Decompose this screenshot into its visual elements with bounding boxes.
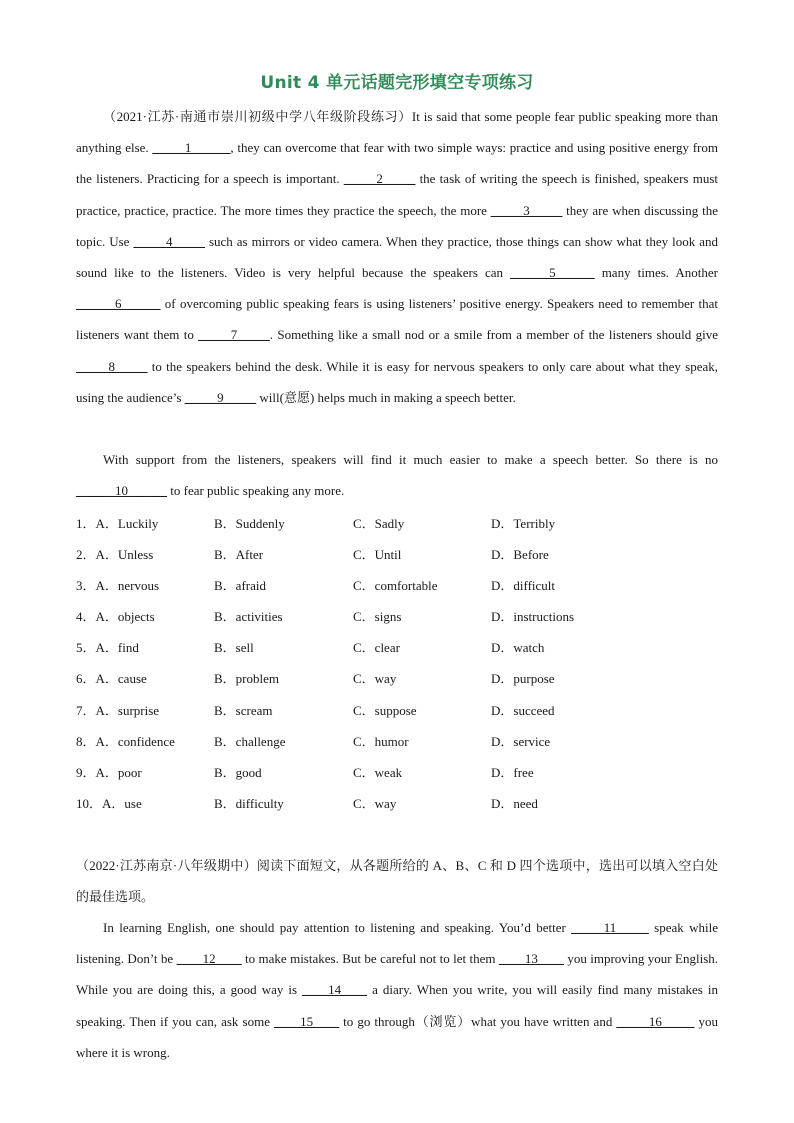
passage1-text: , they can overcome that fear with two simple ways: practice and using positive energy from the listeners. Practicing for a speech is important. bbox=[76, 140, 718, 187]
option-b: B．sell bbox=[214, 640, 254, 656]
question-number: 7． bbox=[76, 702, 96, 718]
option-a: A．nervous bbox=[95, 578, 160, 594]
option-c: C．weak bbox=[353, 764, 403, 780]
passage1-text: With support from the listeners, speakers will find it much easier to make a speech better. So there is no bbox=[103, 452, 718, 467]
option-a: A．use bbox=[102, 795, 142, 811]
question-number: 9． bbox=[76, 764, 96, 780]
option-c: C．way bbox=[353, 671, 397, 687]
question-row bbox=[76, 632, 718, 663]
option-d: D．Terribly bbox=[491, 516, 556, 531]
option-d: D．need bbox=[491, 795, 538, 811]
passage1-paragraph1 bbox=[76, 101, 718, 413]
option-d: D．instructions bbox=[491, 609, 575, 625]
question-number: 4． bbox=[76, 609, 96, 625]
option-a: A．confidence bbox=[95, 733, 175, 749]
question-number-and-option-a bbox=[76, 539, 153, 570]
blank-12: ____12____ bbox=[176, 951, 242, 967]
option-b: B．scream bbox=[214, 702, 273, 718]
blank-8: _____8_____ bbox=[76, 358, 148, 374]
option-b: B．activities bbox=[214, 609, 283, 625]
question-row bbox=[76, 788, 718, 819]
option-c: C．Until bbox=[353, 547, 402, 563]
option-b: B．problem bbox=[214, 671, 279, 687]
option-b: B．challenge bbox=[214, 733, 286, 749]
blank-10: ______10______ bbox=[76, 483, 167, 499]
blank-1: _____1______ bbox=[152, 140, 231, 156]
blank-3: _____3_____ bbox=[490, 202, 563, 218]
option-d: D．free bbox=[491, 764, 534, 780]
passage1-text: they are when discussing the topic. Use bbox=[76, 202, 719, 249]
blank-2: _____2_____ bbox=[343, 171, 416, 187]
option-c: C．suppose bbox=[353, 702, 417, 718]
option-b: B．good bbox=[214, 764, 262, 780]
option-a: A．cause bbox=[95, 671, 147, 687]
blank-14: ____14____ bbox=[302, 982, 368, 998]
passage2-text: a diary. When you write, you will easily find many mistakes in speaking. Then if you can, ask some bbox=[76, 982, 718, 1029]
blank-16: _____16_____ bbox=[616, 1013, 695, 1029]
passage1-source: （2021·江苏·南通市崇川初级中学八年级阶段练习） bbox=[103, 109, 412, 124]
question-row bbox=[76, 570, 718, 601]
passage1-text: to the speakers behind the desk. While it is easy for nervous speakers to only care about what they speak, using the audience’s bbox=[76, 358, 718, 405]
question-row bbox=[76, 601, 718, 632]
passage1-text: will(意愿) helps much in making a speech better. bbox=[256, 389, 516, 405]
passage2-text: speak while listening. Don’t be bbox=[76, 920, 718, 967]
option-b: B．Suddenly bbox=[214, 516, 285, 531]
page-title: Unit 4 单元话题完形填空专项练习 bbox=[260, 73, 534, 93]
option-c: C．comfortable bbox=[353, 578, 438, 594]
passage1-text: the task of writing the speech is finished, speakers must practice, practice, practice. The more times they practice the speech, the more bbox=[76, 171, 718, 218]
question-number: 8． bbox=[76, 733, 96, 749]
question-number-and-option-a bbox=[76, 788, 142, 819]
question-number: 2． bbox=[76, 547, 96, 563]
question-row bbox=[76, 508, 718, 539]
option-a: A．find bbox=[95, 640, 139, 656]
blank-6: ______6______ bbox=[76, 296, 161, 312]
passage2-text: In learning English, one should pay attention to listening and speaking. You’d better bbox=[103, 920, 572, 935]
passage2-paragraph1 bbox=[76, 912, 718, 1068]
passage1-paragraph2 bbox=[76, 444, 718, 506]
option-b: B．After bbox=[214, 547, 264, 563]
option-a: A．surprise bbox=[95, 702, 160, 718]
passage1-text: . Something like a small nod or a smile from a member of the listeners should give bbox=[269, 327, 718, 343]
blank-7: _____7_____ bbox=[198, 327, 270, 343]
question-row bbox=[76, 663, 718, 694]
question-number: 6． bbox=[76, 671, 96, 687]
option-d: D．succeed bbox=[491, 702, 555, 718]
option-d: D．watch bbox=[491, 640, 545, 656]
question-number-and-option-a bbox=[76, 757, 142, 788]
passage1-text: many times. Another bbox=[594, 265, 718, 281]
question-row bbox=[76, 757, 718, 788]
option-a: A．poor bbox=[95, 764, 142, 780]
option-c: C．signs bbox=[353, 609, 402, 625]
blank-4: _____4_____ bbox=[133, 233, 205, 249]
passage1-text: of overcoming public speaking fears is using listeners’ positive energy. Speakers need to remember that listeners want them to bbox=[76, 296, 718, 343]
question-number-and-option-a bbox=[76, 601, 155, 632]
blank-9: _____9_____ bbox=[184, 389, 257, 405]
blank-11: _____11_____ bbox=[571, 920, 649, 935]
passage2-instruction: （2022·江苏南京·八年级期中）阅读下面短文，从各题所给的 A、B、C 和 D 四个选项中，选出可以填入空白处的最佳选项。 bbox=[76, 858, 718, 905]
option-b: B．difficulty bbox=[214, 795, 284, 811]
option-c: C．clear bbox=[353, 640, 400, 656]
passage2-text: you where it is wrong. bbox=[76, 1013, 718, 1060]
question-number-and-option-a bbox=[76, 663, 147, 694]
question-row bbox=[76, 695, 718, 726]
blank-5: ______5______ bbox=[510, 265, 595, 281]
option-b: B．afraid bbox=[214, 578, 266, 594]
question-row bbox=[76, 539, 718, 570]
question-number-and-option-a bbox=[76, 570, 159, 601]
passage1-text: to fear public speaking any more. bbox=[167, 483, 345, 499]
option-c: C．way bbox=[353, 795, 397, 811]
option-d: D．purpose bbox=[491, 671, 555, 687]
question-row bbox=[76, 726, 718, 757]
option-c: C．Sadly bbox=[353, 516, 405, 531]
question-number: 3． bbox=[76, 578, 96, 594]
option-a: A．Luckily bbox=[95, 516, 159, 531]
question-number-and-option-a bbox=[76, 508, 158, 539]
option-a: A．Unless bbox=[95, 547, 154, 563]
question-number: 5． bbox=[76, 640, 96, 656]
option-c: C．humor bbox=[353, 733, 409, 749]
question-number: 1． bbox=[76, 516, 96, 531]
option-d: D．Before bbox=[491, 547, 549, 563]
option-d: D．difficult bbox=[491, 578, 556, 594]
question-number: 10． bbox=[76, 795, 103, 811]
question-number-and-option-a bbox=[76, 726, 175, 757]
blank-13: ____13____ bbox=[498, 951, 564, 967]
passage1-text: such as mirrors or video camera. When they practice, those things can show what they look and sound like to the listeners. Video is very helpful because the speakers can bbox=[76, 233, 718, 281]
passage1-text: It is said that some people fear public speaking more than anything else. bbox=[76, 109, 718, 156]
passage2-text: to go through（浏览）what you have written and bbox=[339, 1013, 617, 1029]
answer-options bbox=[76, 508, 718, 819]
blank-15: ____15____ bbox=[274, 1013, 340, 1029]
question-number-and-option-a bbox=[76, 695, 159, 726]
option-a: A．objects bbox=[95, 609, 155, 625]
option-d: D．service bbox=[491, 733, 551, 749]
question-number-and-option-a bbox=[76, 632, 139, 663]
passage2-text: to make mistakes. But be careful not to let them bbox=[241, 951, 499, 967]
passage2-text: you improving your English. While you are doing this, a good way is bbox=[76, 951, 719, 998]
